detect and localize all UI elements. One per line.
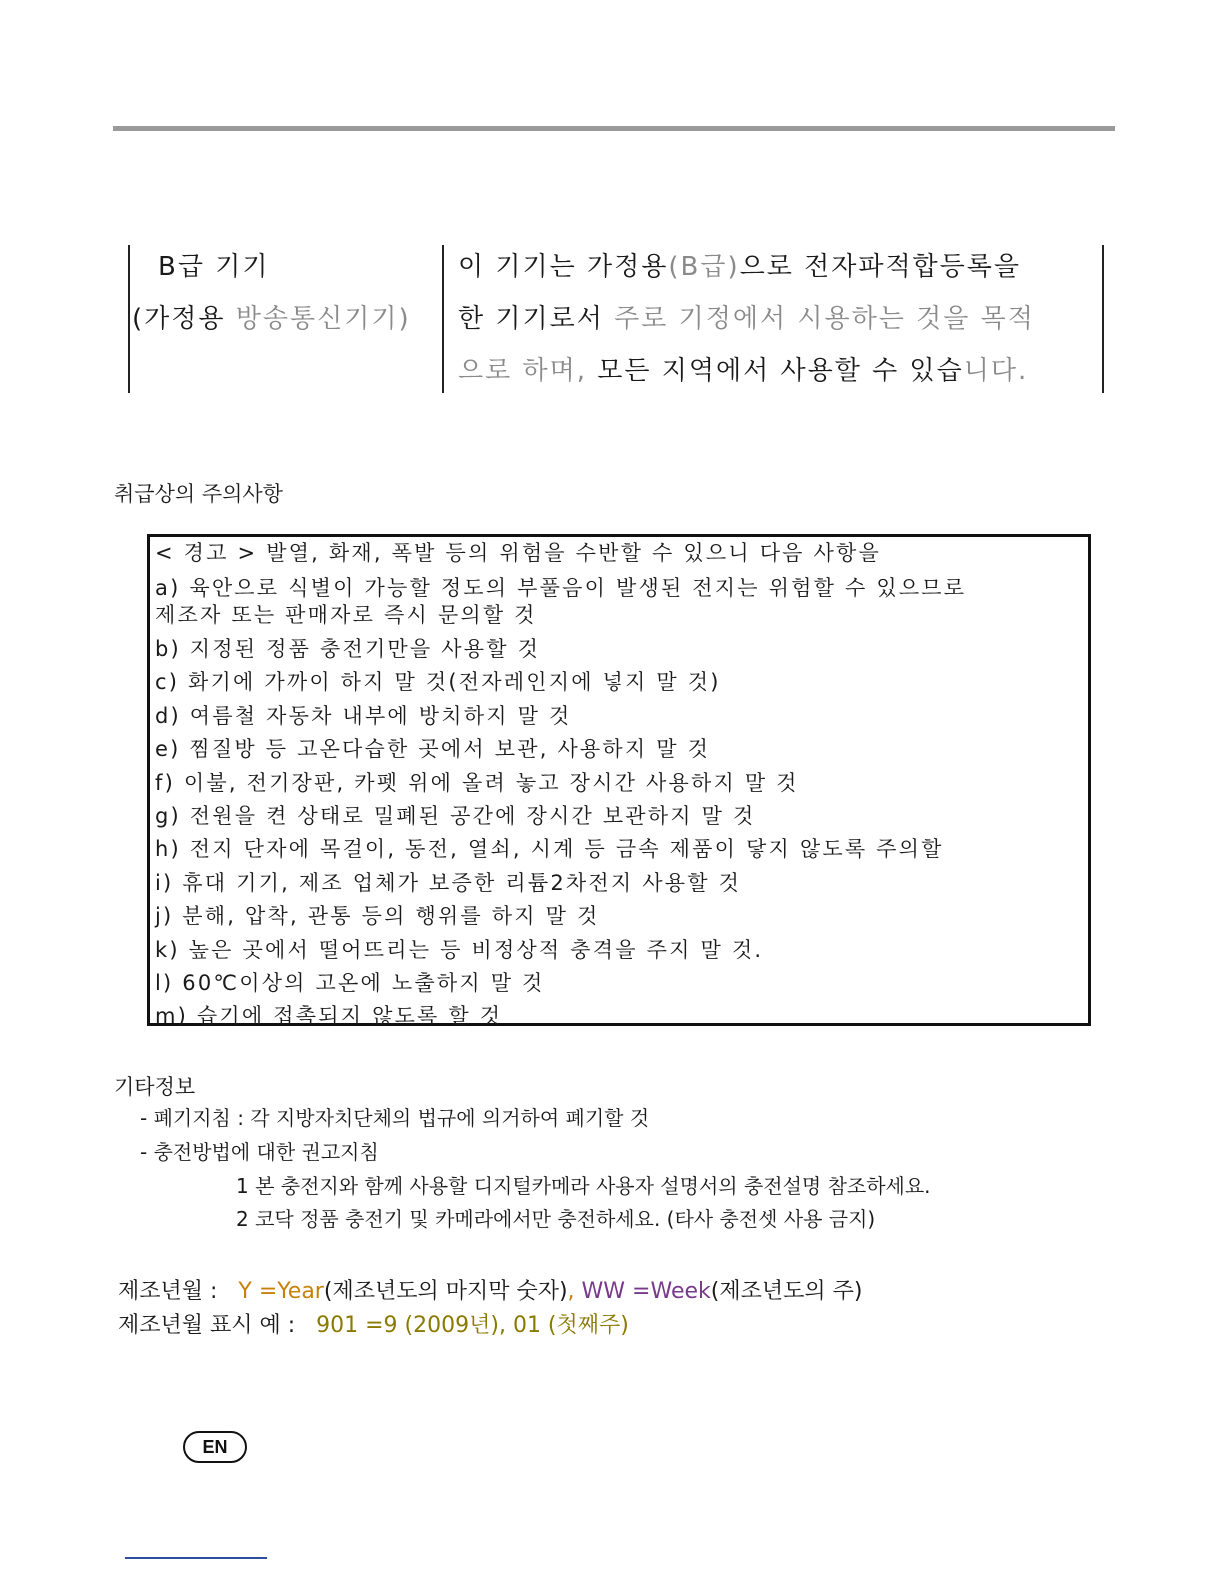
desc-1c: 으로 전자파적합등록을 xyxy=(739,252,1022,282)
warning-item: i) 휴대 기기, 제조 업체가 보증한 리튬2차전지 사용할 것 xyxy=(155,871,742,895)
mfg-year-desc: (제조년도의 마지막 숫자) xyxy=(323,1279,568,1304)
charging-guideline-1: 1 본 충전지와 함께 사용할 디지털카메라 사용자 설명서의 충전설명 참조하세요. xyxy=(236,1174,931,1198)
warning-item: b) 지정된 정품 충전기만을 사용할 것 xyxy=(155,637,541,661)
warning-item: m) 습기에 접촉되지 않도록 할 것 xyxy=(155,1004,503,1028)
sublabel-gray: 방송통신기기) xyxy=(235,304,411,334)
sublabel-black: (가정용 xyxy=(132,304,236,334)
class-b-desc-line-2 xyxy=(458,303,1035,335)
mfg-label: 제조년월 : xyxy=(118,1279,218,1304)
mfg-year-key: Y =Year xyxy=(238,1279,324,1304)
manufacture-date-example xyxy=(118,1312,629,1340)
warning-item: g) 전원을 켠 상태로 밀폐된 공간에 장시간 보관하지 말 것 xyxy=(155,804,756,828)
class-b-table xyxy=(128,245,1104,393)
warning-item: c) 화기에 가까이 하지 말 것(전자레인지에 넣지 말 것) xyxy=(155,670,721,694)
charging-guideline-2: 2 코닥 정품 충전기 및 카메라에서만 충전하세요. (타사 충전셋 사용 금지) xyxy=(236,1207,876,1231)
language-badge: EN xyxy=(183,1431,247,1463)
top-rule xyxy=(113,126,1115,131)
desc-2a: 한 기기로서 xyxy=(458,304,615,334)
class-b-desc-line-1 xyxy=(458,251,1021,283)
class-b-label-cell xyxy=(128,245,444,393)
mfg-sep: , xyxy=(567,1279,582,1304)
desc-3a: 으로 하며, xyxy=(458,356,598,386)
class-b-sublabel xyxy=(132,303,411,335)
mfg-example-label: 제조년월 표시 예 : xyxy=(118,1313,296,1338)
warning-item: k) 높은 곳에서 떨어뜨리는 등 비정상적 충격을 주지 말 것. xyxy=(155,938,764,962)
mfg-example-value: 901 =9 (2009년), 01 (첫째주) xyxy=(316,1313,629,1338)
warning-item: h) 전지 단자에 목걸이, 동전, 열쇠, 시계 등 금속 제품이 닿지 않도록 주의할 xyxy=(155,837,944,861)
bottom-link-rule xyxy=(125,1557,267,1559)
charging-guideline-title: - 충전방법에 대한 권고지침 xyxy=(140,1140,379,1164)
mfg-week-key: WW =Week xyxy=(581,1279,711,1304)
desc-3c: 니다. xyxy=(963,356,1029,386)
desc-3b: 모든 지역에서 사용할 수 있습 xyxy=(597,356,964,386)
desc-1a: 이 기기는 가정용 xyxy=(458,252,669,282)
warning-item: d) 여름철 자동차 내부에 방치하지 말 것 xyxy=(155,704,572,728)
warning-item: j) 분해, 압착, 관통 등의 행위를 하지 말 것 xyxy=(155,904,600,928)
class-b-desc-line-3 xyxy=(458,355,1028,387)
class-b-label: B급 기기 xyxy=(158,252,270,282)
warning-box xyxy=(147,534,1091,1026)
class-b-description-cell xyxy=(444,245,1104,393)
warning-item: e) 찜질방 등 고온다습한 곳에서 보관, 사용하지 말 것 xyxy=(155,737,711,761)
disposal-guideline: - 폐기지침 : 각 지방자치단체의 법규에 의거하여 폐기할 것 xyxy=(140,1106,650,1130)
warning-item: l) 60℃이상의 고온에 노출하지 말 것 xyxy=(155,971,545,995)
manufacture-date-format xyxy=(118,1278,862,1306)
warning-item: 제조자 또는 판매자로 즉시 문의할 것 xyxy=(155,603,537,627)
other-info-title: 기타정보 xyxy=(114,1075,196,1099)
desc-1b: (B급) xyxy=(668,252,740,282)
warning-header: < 경고 > 발열, 화재, 폭발 등의 위험을 수반할 수 있으니 다음 사항을 xyxy=(155,541,881,565)
mfg-week-desc: (제조년도의 주) xyxy=(710,1279,863,1304)
warning-item: a) 육안으로 식별이 가능할 정도의 부풀음이 발생된 전지는 위험할 수 있으므로 xyxy=(155,576,967,600)
warning-item: f) 이불, 전기장판, 카펫 위에 올려 놓고 장시간 사용하지 말 것 xyxy=(155,771,799,795)
desc-2b: 주로 기정에서 시용하는 것을 목적 xyxy=(614,304,1035,334)
handling-title: 취급상의 주의사항 xyxy=(114,482,283,506)
